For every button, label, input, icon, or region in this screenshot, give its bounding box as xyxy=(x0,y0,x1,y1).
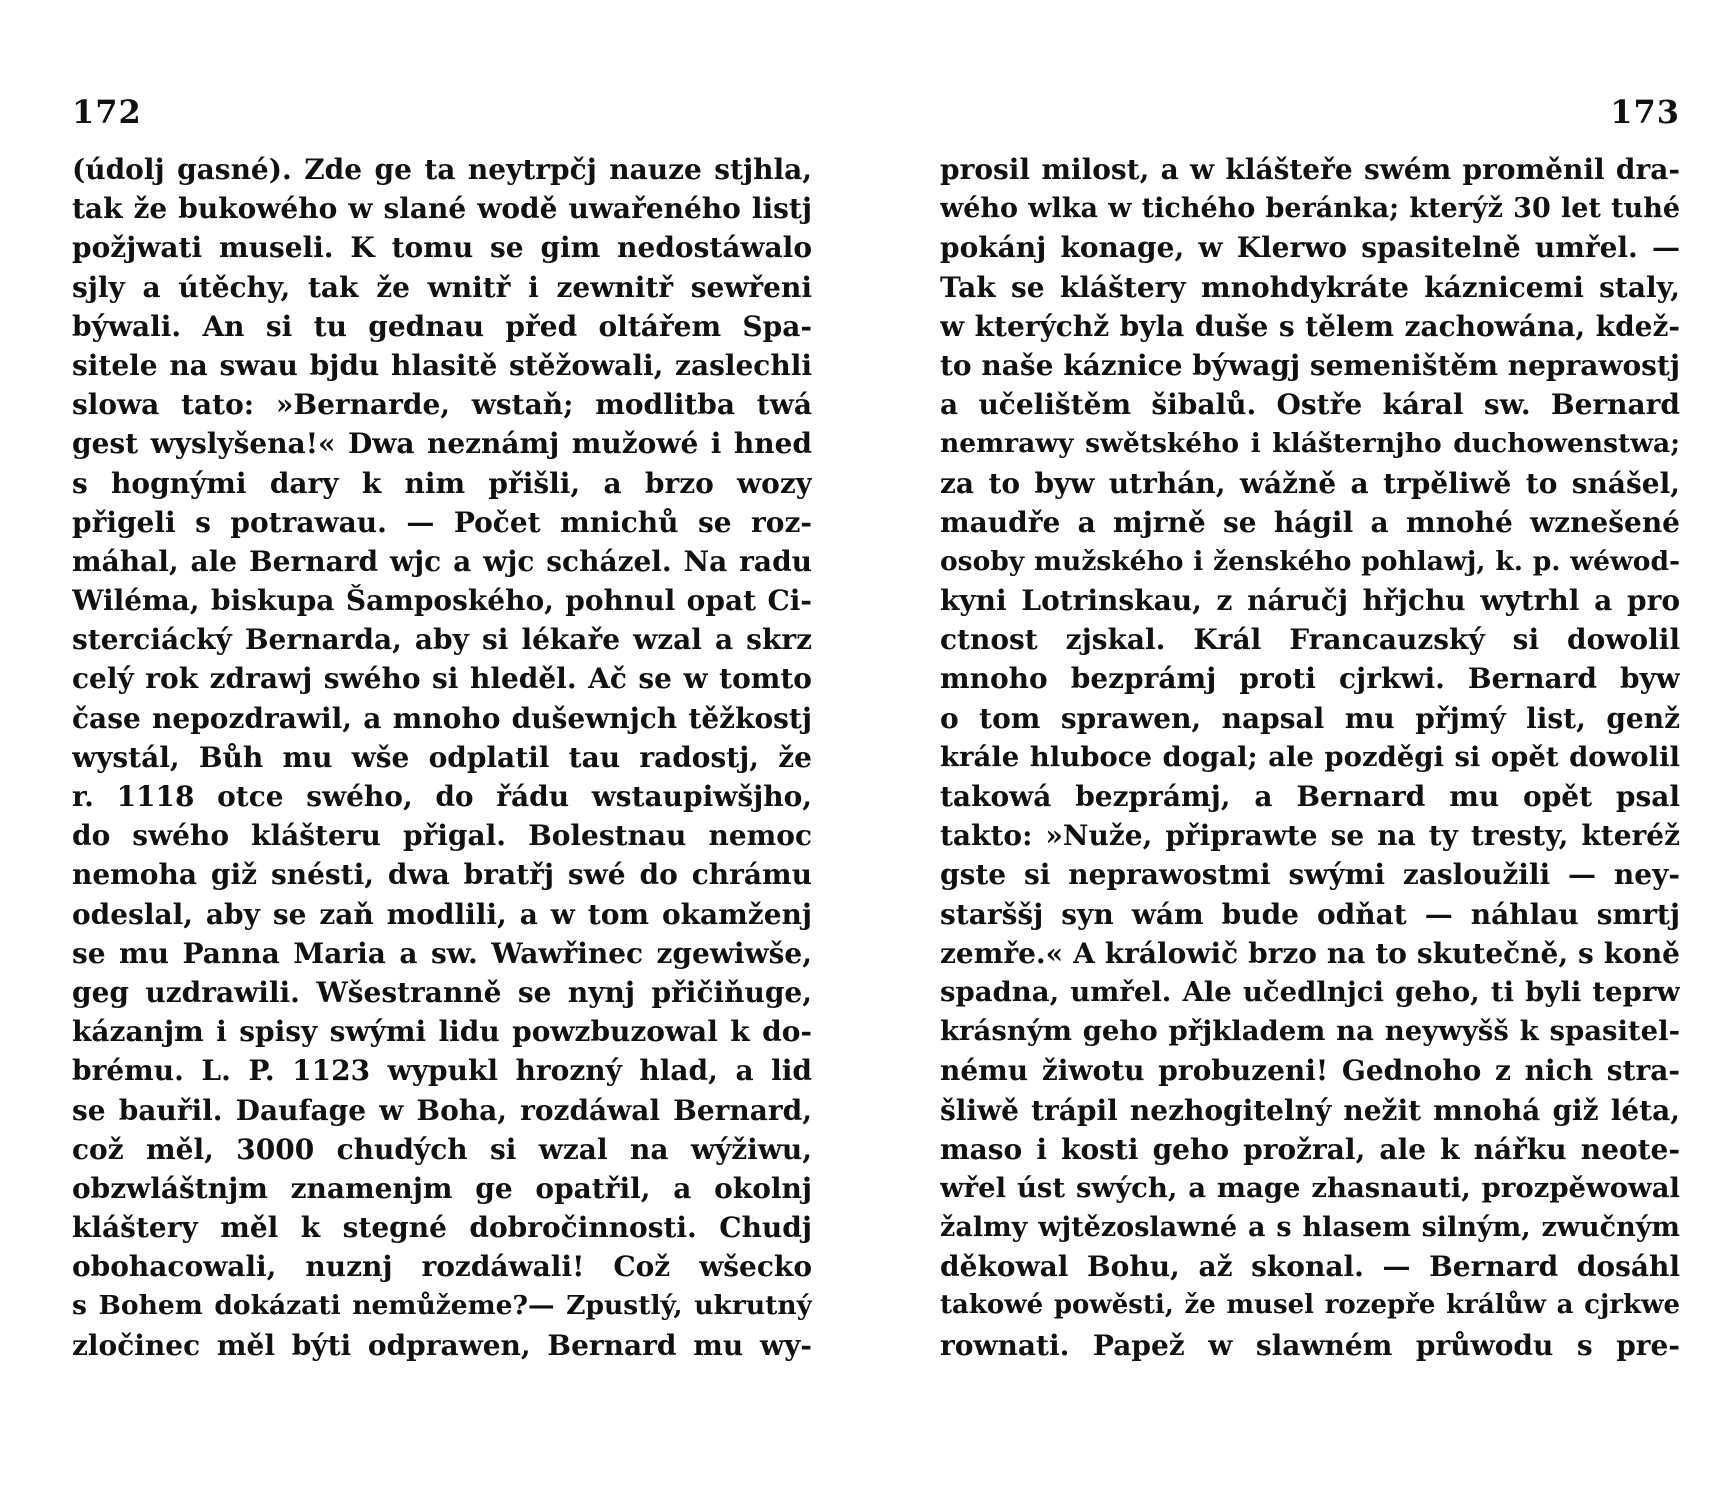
text-line: osoby mužského i ženského pohlawj, k. p. wéwod- xyxy=(940,545,1680,577)
text-line: obzwláštnjm znamenjm ge opatřil, a okolnj xyxy=(72,1171,812,1205)
text-line: ctnost zjskal. Král Francauzský si dowolil xyxy=(940,623,1680,657)
text-line: a učelištěm šibalů. Ostře káral sw. Bernard xyxy=(940,388,1680,422)
text-line: s hognými dary k nim přišli, a brzo wozy xyxy=(72,466,812,500)
text-line: wystál, Bůh mu wše odplatil tau radostj, že xyxy=(72,740,812,774)
text-line: krále hluboce dogal; ale pozděgi si opět dowolil xyxy=(940,740,1680,773)
text-line: zemře.« A králowič brzo na to skutečně, s koně xyxy=(940,936,1680,970)
text-line: gste si neprawostmi swými zasloužili — ney- xyxy=(940,858,1680,892)
text-line: takowá bezprámj, a Bernard mu opět psal xyxy=(940,780,1680,813)
text-line: požjwati museli. K tomu se gim nedostáwalo xyxy=(72,231,812,265)
right-page xyxy=(940,92,1680,1365)
page-text xyxy=(72,150,812,1365)
text-line: nemoha giž snésti, dwa bratřj swé do chrámu xyxy=(72,858,812,892)
text-line: prosil milost, a w klášteře swém proměnil dra- xyxy=(940,153,1680,186)
text-line: do swého klášteru přigal. Bolestnau nemoc xyxy=(72,819,812,853)
text-line: maudře a mjrně se hágil a mnohé wznešené xyxy=(940,505,1680,539)
text-line: brému. L. P. 1123 wypukl hrozný hlad, a lid xyxy=(72,1054,812,1088)
text-line: máhal, ale Bernard wjc a wjc scházel. Na radu xyxy=(72,544,812,578)
text-line: sjly a útěchy, tak že wnitř i zewnitř sewřeni xyxy=(72,270,812,304)
text-line: za to byw utrhán, wážně a trpěliwě to snášel, xyxy=(940,466,1680,500)
text-line: kláštery měl k stegné dobročinnosti. Chudj xyxy=(72,1211,812,1245)
text-line: mnoho bezprámj proti cjrkwi. Bernard byw xyxy=(940,662,1680,696)
page-number: 173 xyxy=(1610,93,1680,131)
text-line: starššj syn wám bude odňat — náhlau smrtj xyxy=(940,897,1680,931)
text-line: kázanjm i spisy swými lidu powzbuzowal k do- xyxy=(72,1015,812,1049)
text-line: zločinec měl býti odprawen, Bernard mu wy- xyxy=(72,1328,812,1362)
text-line: žalmy wjtězoslawné a s hlasem silným, zwučným xyxy=(940,1212,1680,1244)
page-number: 172 xyxy=(72,93,142,131)
text-line: sitele na swau bjdu hlasitě stěžowali, zaslechli xyxy=(72,348,812,382)
text-line: nému žiwotu probuzeni! Gednoho z nich stra- xyxy=(940,1054,1680,1088)
text-line: Tak se kláštery mnohdykráte káznicemi staly, xyxy=(940,270,1680,304)
text-line: gest wyslyšena!« Dwa neznámj mužowé i hned xyxy=(72,427,812,461)
left-page xyxy=(72,92,812,1365)
text-line: takto: »Nuže, připrawte se na ty tresty, kteréž xyxy=(940,819,1680,853)
text-line: přigeli s potrawau. — Počet mnichů se roz- xyxy=(72,505,812,539)
text-line: o tom sprawen, napsal mu přjmý list, genž xyxy=(940,701,1680,735)
text-line: čase nepozdrawil, a mnoho dušewnjch těžkostj xyxy=(72,701,812,735)
text-line: rownati. Papež w slawném průwodu s pre- xyxy=(940,1328,1680,1362)
text-line: odeslal, aby se zaň modlili, a w tom okamženj xyxy=(72,897,812,931)
text-line: pokánj konage, w Klerwo spasitelně umřel. — xyxy=(940,231,1680,265)
text-line: wřel úst swých, a mage zhasnauti, prozpěwowal xyxy=(940,1171,1680,1204)
text-line: wého wlka w tichého beránka; kterýž 30 let tuhé xyxy=(940,193,1680,225)
text-line: což měl, 3000 chudých si wzal na wýžiwu, xyxy=(72,1132,812,1166)
text-line: obohacowali, nuznj rozdáwali! Což wšecko xyxy=(72,1250,812,1284)
text-line: maso i kosti geho prožral, ale k nářku neote- xyxy=(940,1132,1680,1166)
text-line: sterciácký Bernarda, aby si lékaře wzal a skrz xyxy=(72,623,812,657)
text-line: tak že bukowého w slané wodě uwařeného listj xyxy=(72,192,812,226)
text-line: krásným geho přjkladem na neywyšš k spasitel- xyxy=(940,1015,1680,1048)
text-line: se mu Panna Maria a sw. Wawřinec zgewiwše, xyxy=(72,936,812,970)
text-line: (údolj gasné). Zde ge ta neytrpčj nauze stjhla, xyxy=(72,153,812,186)
text-line: šliwě trápil nezhogitelný nežit mnohá giž léta, xyxy=(940,1093,1680,1127)
text-line: nemrawy swětského i klášternjho duchowenstwa; xyxy=(940,428,1680,460)
text-line: geg uzdrawili. Wšestranně se nynj přičiňuge, xyxy=(72,975,812,1009)
text-line: býwali. An si tu gednau před oltářem Spa- xyxy=(72,309,812,343)
text-line: slowa tato: »Bernarde, wstaň; modlitba twá xyxy=(72,388,812,422)
text-line: kyni Lotrinskau, z náručj hřjchu wytrhl a pro xyxy=(940,584,1680,618)
text-line: děkowal Bohu, až skonal. — Bernard dosáhl xyxy=(940,1250,1680,1284)
text-line: w kterýchž byla duše s tělem zachowána, kdež- xyxy=(940,309,1680,343)
text-line: to naše káznice býwagj semeništěm neprawostj xyxy=(940,348,1680,382)
text-line: spadna, umřel. Ale učedlnjci geho, ti byli teprw xyxy=(940,975,1680,1008)
text-line: Wiléma, biskupa Šampoského, pohnul opat Ci- xyxy=(72,584,812,618)
text-line: s Bohem dokázati nemůžeme?— Zpustlý, ukrutný xyxy=(72,1290,812,1322)
text-line: r. 1118 otce swého, do řádu wstaupiwšjho, xyxy=(72,780,812,813)
text-line: se bauřil. Daufage w Boha, rozdáwal Bernard, xyxy=(72,1093,812,1127)
page-text xyxy=(940,150,1680,1365)
text-line: celý rok zdrawj swého si hleděl. Ač se w tomto xyxy=(72,662,812,696)
text-line: takowé powěsti, že musel rozepře králůw a cjrkwe xyxy=(940,1290,1680,1321)
